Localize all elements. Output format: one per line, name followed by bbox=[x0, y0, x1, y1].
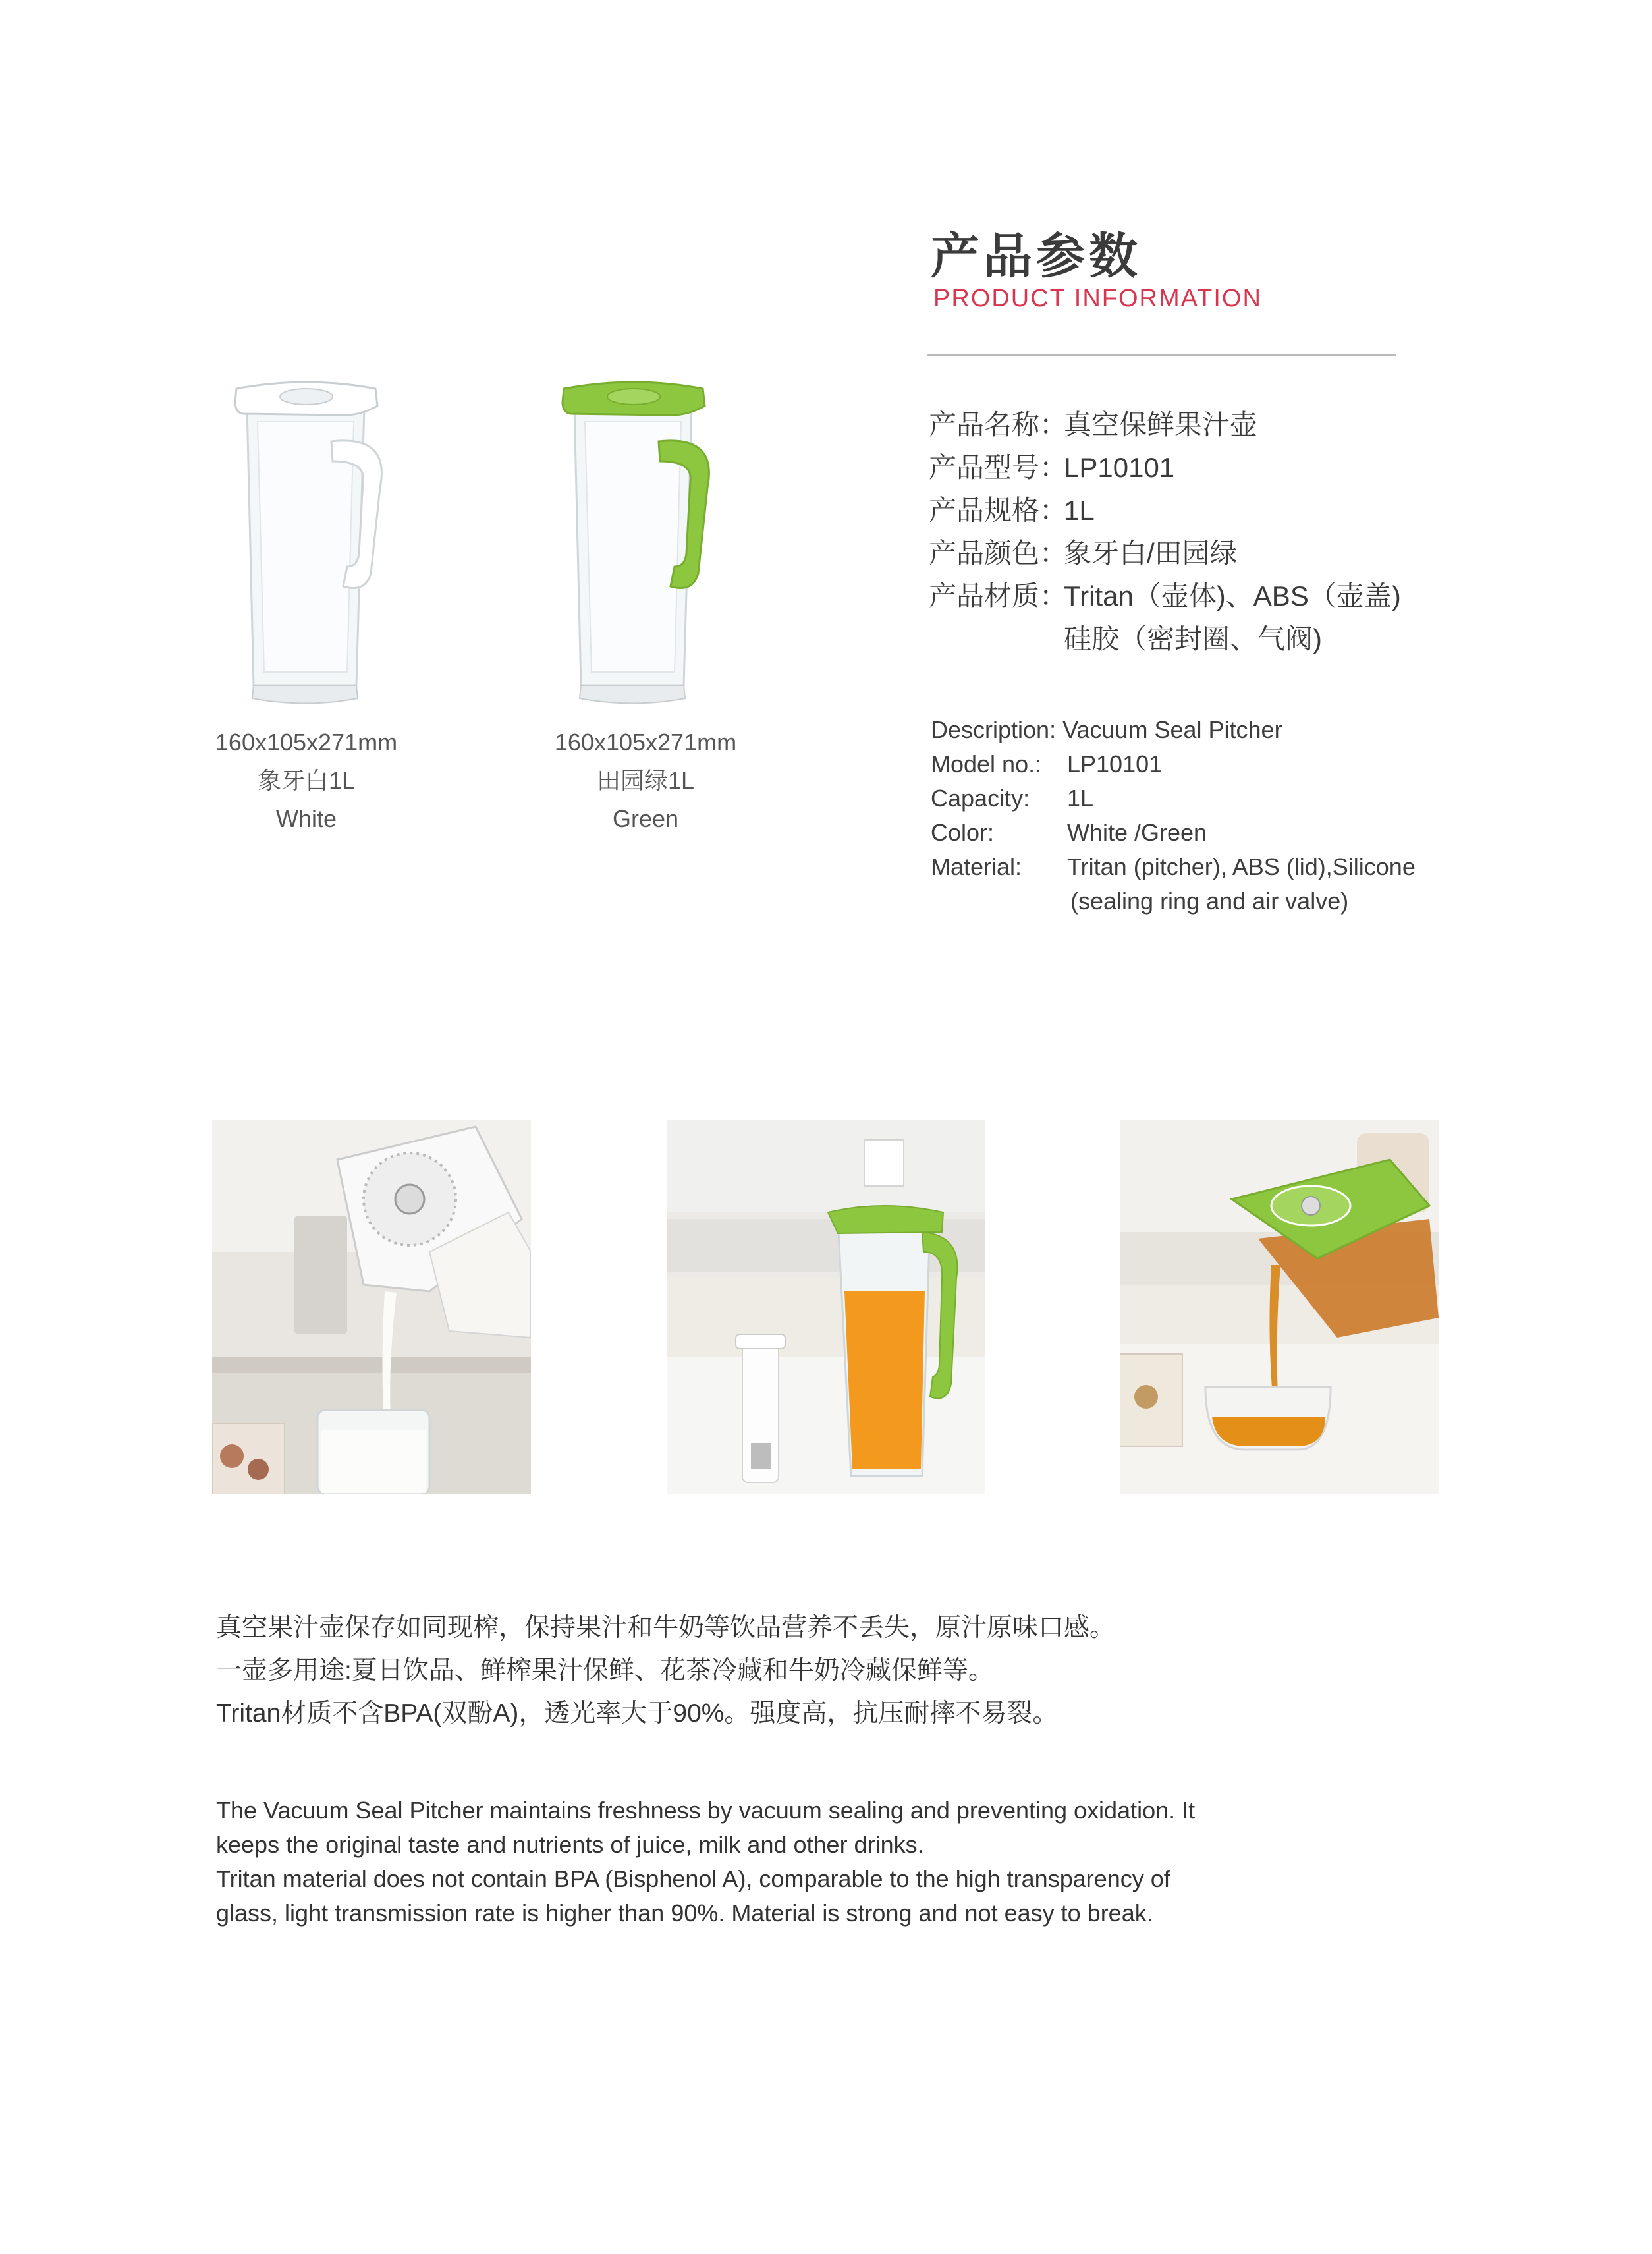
spec-row bbox=[929, 575, 1401, 617]
spec-value: Tritan（壶体)、ABS（壶盖) bbox=[1064, 580, 1401, 611]
spec-row bbox=[931, 781, 1416, 816]
product-caption-green bbox=[514, 723, 777, 838]
spec-label: 产品材质： bbox=[929, 580, 1068, 611]
spec-row bbox=[929, 403, 1401, 446]
paragraph-line: The Vacuum Seal Pitcher maintains freshness by vacuum sealing and preventing oxidation. It bbox=[216, 1797, 1196, 1824]
paragraph-line: Tritan材质不含BPA(双酚A)，透光率大于90%。强度高，抗压耐摔不易裂。 bbox=[216, 1699, 1059, 1728]
description-cn bbox=[216, 1606, 1115, 1735]
product-size: 160x105x271mm bbox=[554, 729, 737, 756]
spec-value: LP10101 bbox=[1067, 750, 1163, 777]
spec-label: Capacity: bbox=[931, 785, 1030, 812]
divider bbox=[927, 354, 1396, 356]
spec-value: White /Green bbox=[1067, 819, 1207, 846]
spec-row bbox=[929, 446, 1401, 489]
product-name-cn: 象牙白1L bbox=[257, 767, 356, 794]
spec-label: 产品颜色： bbox=[929, 538, 1068, 569]
spec-value: 象牙白/田园绿 bbox=[1064, 538, 1238, 569]
spec-value: Tritan (pitcher), ABS (lid),Silicone bbox=[1067, 853, 1416, 880]
spec-row bbox=[929, 489, 1401, 532]
spec-list-en bbox=[931, 713, 1416, 918]
spec-value: 1L bbox=[1064, 495, 1095, 526]
product-caption-white bbox=[175, 723, 438, 838]
spec-row bbox=[931, 816, 1416, 850]
spec-row bbox=[931, 747, 1416, 781]
spec-label: 产品规格： bbox=[929, 495, 1068, 526]
spec-label: Model no.: bbox=[931, 750, 1042, 777]
paragraph-line: 一壶多用途:夏日饮品、鲜榨果汁保鲜、花茶冷藏和牛奶冷藏保鲜等。 bbox=[216, 1656, 994, 1685]
spec-value: LP10101 bbox=[1064, 452, 1175, 483]
juice-photo bbox=[667, 1120, 985, 1494]
paragraph-line: keeps the original taste and nutrients of juice, milk and other drinks. bbox=[216, 1831, 924, 1858]
spec-label: Color: bbox=[931, 819, 995, 846]
spec-label: Material: bbox=[931, 853, 1022, 880]
spec-value: 1L bbox=[1067, 785, 1094, 812]
white-pitcher-image bbox=[227, 376, 385, 715]
paragraph-line: 真空果汁壶保存如同现榨，保持果汁和牛奶等饮品营养不丢失，原汁原味口感。 bbox=[216, 1614, 1116, 1642]
paragraph-line: Tritan material does not contain BPA (Bisphenol A), comparable to the high transparency of bbox=[216, 1865, 1170, 1892]
page-subtitle: PRODUCT INFORMATION bbox=[933, 285, 1262, 312]
spec-row bbox=[931, 850, 1416, 884]
product-name-en: Green bbox=[612, 805, 679, 832]
page-title: 产品参数 bbox=[931, 229, 1142, 283]
spec-label: 产品型号： bbox=[929, 452, 1068, 483]
product-name-cn: 田园绿1L bbox=[596, 767, 695, 794]
paragraph-line: glass, light transmission rate is higher than 90%. Material is strong and not easy to break. bbox=[216, 1900, 1153, 1927]
spec-value: Vacuum Seal Pitcher bbox=[1062, 716, 1282, 743]
product-size: 160x105x271mm bbox=[215, 729, 398, 756]
spec-label: Description: bbox=[931, 716, 1057, 743]
spec-value: (sealing ring and air valve) bbox=[1070, 888, 1349, 915]
product-name-en: White bbox=[275, 805, 337, 832]
spec-row-continued bbox=[931, 884, 1416, 918]
spec-row bbox=[931, 713, 1416, 747]
green-pitcher-image bbox=[555, 376, 713, 715]
spec-list-cn bbox=[929, 403, 1401, 660]
spec-row-continued bbox=[929, 617, 1401, 660]
milk-pour-photo bbox=[212, 1120, 531, 1494]
spec-value: 硅胶（密封圈、气阀) bbox=[1064, 623, 1322, 654]
description-en bbox=[216, 1793, 1270, 1930]
spec-row bbox=[929, 532, 1401, 575]
spec-label: 产品名称： bbox=[929, 409, 1068, 440]
tea-pour-photo bbox=[1120, 1120, 1439, 1494]
spec-value: 真空保鲜果汁壶 bbox=[1064, 409, 1258, 440]
